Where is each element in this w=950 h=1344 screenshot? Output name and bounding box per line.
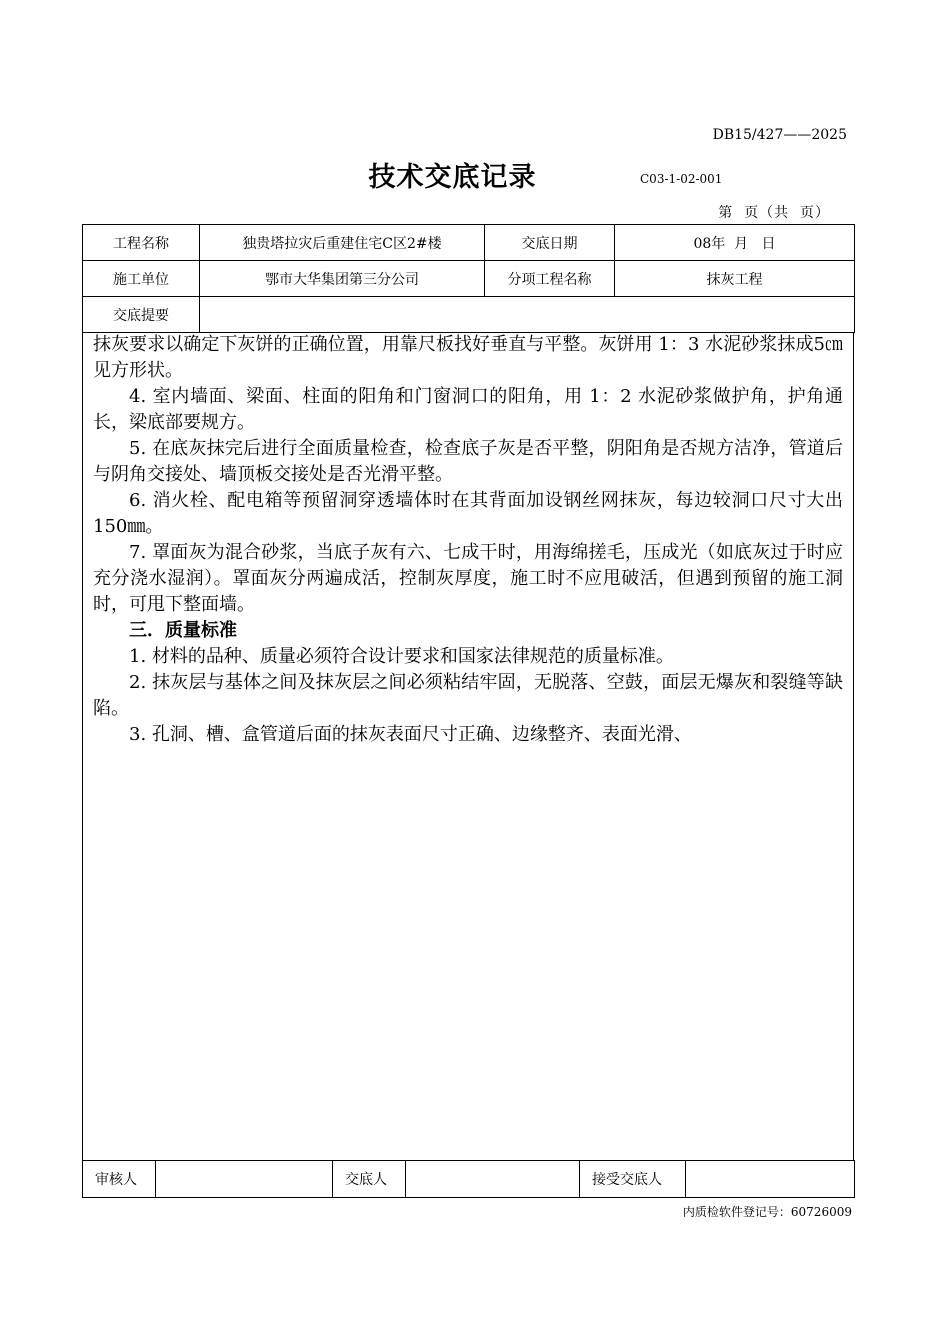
registration-number: 内质检软件登记号：60726009 (682, 1205, 852, 1219)
receiver-label: 接受交底人 (580, 1161, 686, 1198)
paragraph-4: 4. 室内墙面、梁面、柱面的阳角和门窗洞口的阳角，用 1：2 水泥砂浆做护角，护角通长，梁底部要规方。 (93, 386, 843, 433)
paragraph-5: 5. 在底灰抹完后进行全面质量检查，检查底子灰是否平整，阴阳角是否规方洁净，管道后与阴角交接处、墙顶板交接处是否光滑平整。 (93, 438, 843, 485)
info-row-project (83, 225, 855, 261)
summary-label: 交底提要 (83, 297, 200, 333)
subproject-value: 抹灰工程 (615, 261, 855, 297)
receiver-signature-field[interactable] (686, 1161, 855, 1198)
date-label: 交底日期 (485, 225, 615, 261)
disclosure-content (82, 332, 854, 1160)
section-heading-quality: 三．质量标准 (129, 620, 237, 641)
discloser-label: 交底人 (333, 1161, 406, 1198)
reviewer-label: 审核人 (83, 1161, 156, 1198)
paragraph-1: 抹灰要求以确定下灰饼的正确位置，用靠尺板找好垂直与平整。灰饼用 1：3 水泥砂浆抹成5㎝见方形状。 (93, 334, 843, 381)
info-table (82, 224, 855, 333)
summary-value (200, 297, 855, 333)
quality-item-1: 1. 材料的品种、质量必须符合设计要求和国家法律规范的质量标准。 (129, 646, 674, 667)
paragraph-6: 6. 消火栓、配电箱等预留洞穿透墙体时在其背面加设钢丝网抹灰，每边较洞口尺寸大出 150㎜。 (93, 490, 843, 537)
contractor-value: 鄂市大华集团第三分公司 (200, 261, 485, 297)
project-name-label: 工程名称 (83, 225, 200, 261)
date-value: 08年 月 日 (615, 225, 855, 261)
quality-item-3: 3. 孔洞、槽、盒管道后面的抹灰表面尺寸正确、边缘整齐、表面光滑、 (129, 724, 692, 745)
project-name-value: 独贵塔拉灾后重建住宅C区2#楼 (200, 225, 485, 261)
reviewer-signature-field[interactable] (156, 1161, 333, 1198)
page-info: 第 页（共 页） (718, 205, 830, 221)
info-row-contractor (83, 261, 855, 297)
discloser-signature-field[interactable] (406, 1161, 580, 1198)
subproject-label: 分项工程名称 (485, 261, 615, 297)
paragraph-7: 7. 罩面灰为混合砂浆，当底子灰有六、七成干时，用海绵搓毛，压成光（如底灰过于时应充分浇水湿润）。罩面灰分两遍成活，控制灰厚度，施工时不应甩破活，但遇到预留的施工洞时，可甩下整面墙。 (93, 542, 843, 615)
signature-row (83, 1161, 855, 1198)
page-title: 技术交底记录 (368, 162, 537, 193)
quality-item-2: 2. 抹灰层与基体之间及抹灰层之间必须粘结牢固，无脱落、空鼓，面层无爆灰和裂缝等缺陷。 (93, 672, 843, 719)
signature-table (82, 1160, 855, 1198)
standard-code: DB15/427——2025 (712, 127, 847, 143)
info-row-summary (83, 297, 855, 333)
form-code: C03-1-02-001 (640, 172, 723, 186)
contractor-label: 施工单位 (83, 261, 200, 297)
